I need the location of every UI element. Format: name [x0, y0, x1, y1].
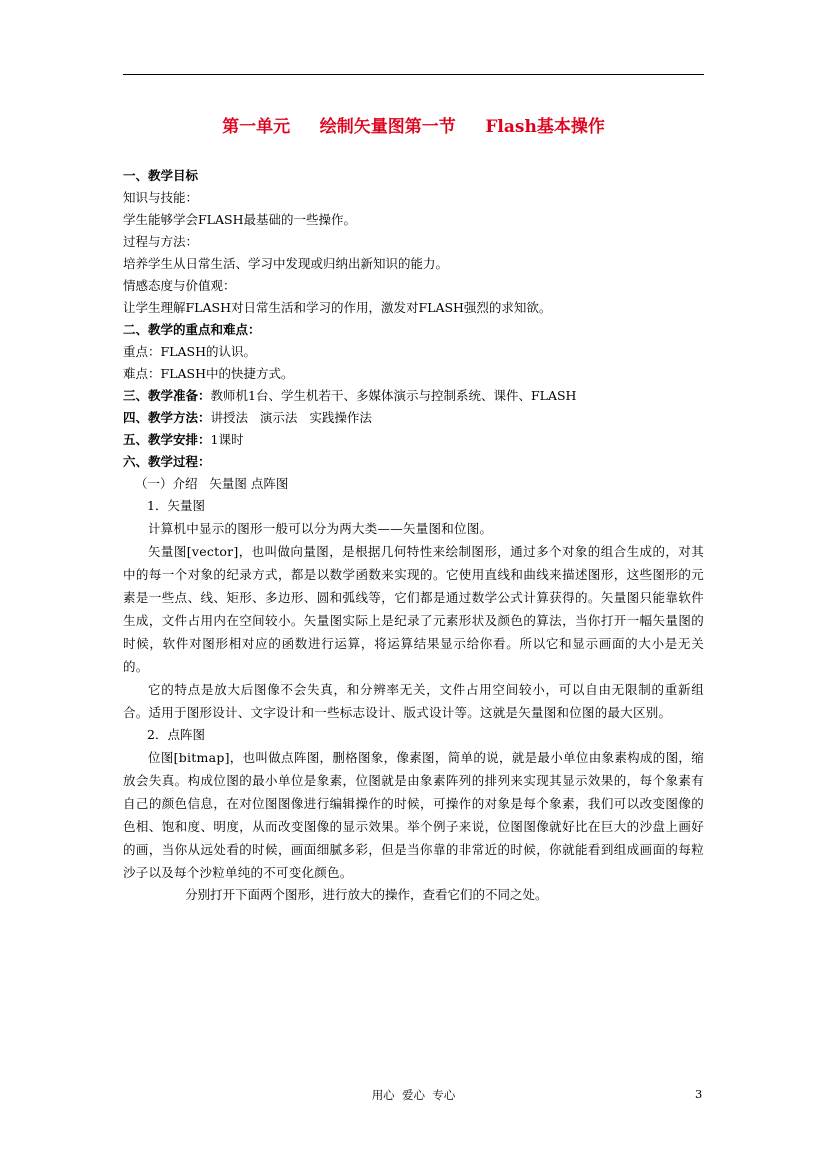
- text-line: 让学生理解FLASH对日常生活和学习的作用，激发对FLASH强烈的求知欲。: [123, 300, 552, 315]
- section-heading-process: 六、教学过程：: [123, 454, 211, 469]
- section-methods: [123, 407, 704, 429]
- section-heading-goals: 一、教学目标: [123, 168, 199, 183]
- section-heading-methods: 四、教学方法：: [123, 410, 211, 425]
- text-line: 情感态度与价值观：: [123, 278, 236, 293]
- text-line: 学生能够学会FLASH最基础的一些操作。: [123, 212, 356, 227]
- section-preparation: [123, 385, 704, 407]
- text-line: 知识与技能：: [123, 190, 199, 205]
- item-heading-bitmap: 2．点阵图: [147, 727, 205, 742]
- subsection-heading: （一）介绍 矢量图 点阵图: [135, 476, 289, 491]
- section-heading-preparation: 三、教学准备：: [123, 388, 211, 403]
- text-line: 重点：FLASH的认识。: [123, 344, 256, 359]
- text-line: 过程与方法：: [123, 234, 199, 249]
- section-heading-key-points: 二、教学的重点和难点：: [123, 322, 261, 337]
- text-line: 培养学生从日常生活、学习中发现或归纳出新知识的能力。: [123, 256, 449, 271]
- section-text: 讲授法 演示法 实践操作法: [210, 410, 372, 425]
- item-heading-vector: 1．矢量图: [147, 498, 205, 513]
- paragraph: 它的特点是放大后图像不会失真，和分辨率无关，文件占用空间较小，可以自由无限制的重新组合。适用于图形设计、文字设计和一些标志设计、版式设计等。这就是矢量图和位图的最大区别。: [123, 682, 704, 720]
- paragraph: 位图[bitmap]，也叫做点阵图，删格图象，像素图，简单的说，就是最小单位由象素构成的图，缩放会失真。构成位图的最小单位是象素，位图就是由象素阵列的排列来实现其显示效果的，每个象素有自己的颜色信息，在对位图图像进行编辑操作的时候，可操作的对象是每个象素，我们可以改变图像的色相、饱和度、明度，从而改变图像的显示效果。举个例子来说，位图图像就好比在巨大的沙盘上画好的画，当你从远处看的时候，画面细腻多彩，但是当你靠的非常近的时候，你就能看到组成画面的每粒沙子以及每个沙粒单纯的不可变化颜色。: [123, 750, 704, 880]
- section-heading-schedule: 五、教学安排：: [123, 432, 211, 447]
- section-text: 1课时: [210, 432, 244, 447]
- page-title: 第一单元 绘制矢量图第一节 Flash基本操作: [222, 117, 605, 137]
- page-footer: 用心 爱心 专心: [371, 1088, 456, 1102]
- document-body: [123, 165, 704, 906]
- paragraph: 分别打开下面两个图形，进行放大的操作，查看它们的不同之处。: [185, 887, 548, 902]
- page-number: 3: [695, 1087, 703, 1101]
- text-line: 难点：FLASH中的快捷方式。: [123, 366, 294, 381]
- header-rule: [123, 74, 704, 75]
- paragraph: 矢量图[vector]，也叫做向量图，是根据几何特性来绘制图形，通过多个对象的组合生成的，对其中的每一个对象的纪录方式，都是以数学函数来实现的。它使用直线和曲线来描述图形，这些图形的元素是一些点、线、矩形、多边形、圆和弧线等，它们都是通过数学公式计算获得的。矢量图只能靠软件生成，文件占用内在空间较小。矢量图实际上是纪录了元素形状及颜色的算法，当你打开一幅矢量图的时候，软件对图形相对应的函数进行运算，将运算结果显示给你看。所以它和显示画面的大小是无关的。: [123, 544, 704, 674]
- paragraph: 计算机中显示的图形一般可以分为两大类——矢量图和位图。: [148, 521, 493, 536]
- section-text: 教师机1台、学生机若干、多媒体演示与控制系统、课件、FLASH: [210, 388, 577, 403]
- section-schedule: [123, 429, 704, 451]
